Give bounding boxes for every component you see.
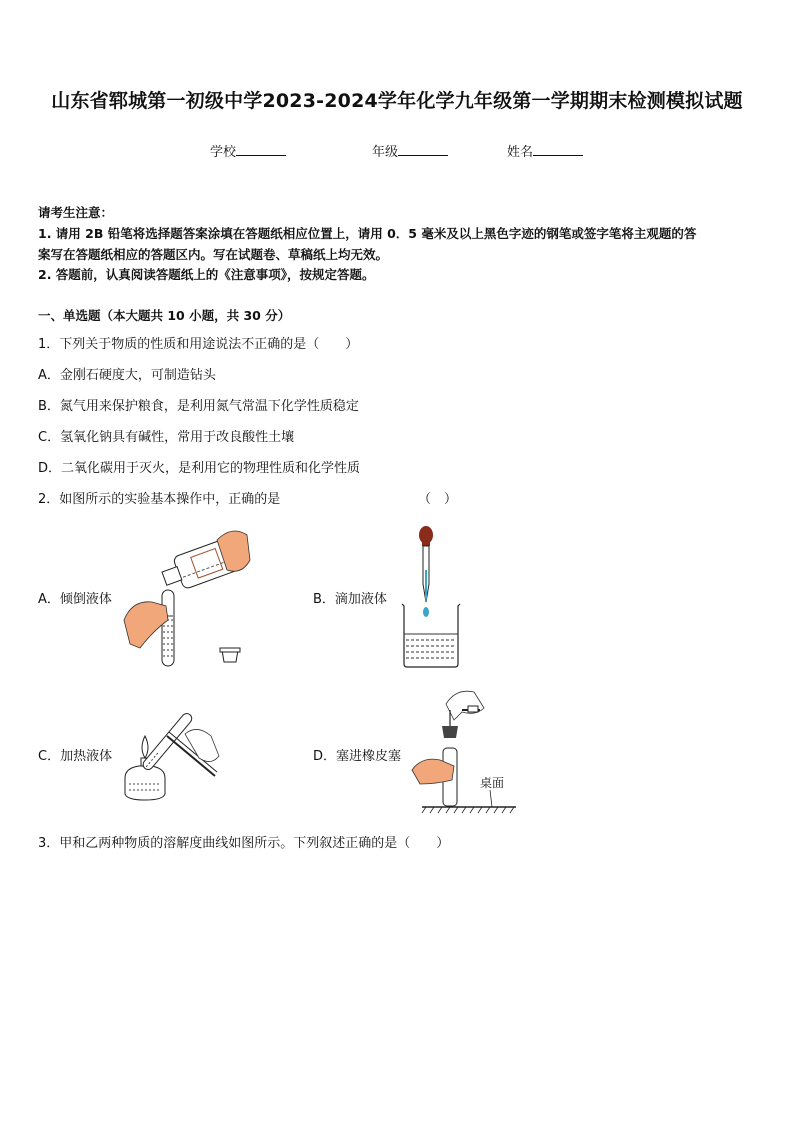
grade-blank[interactable] — [398, 143, 448, 156]
school-blank[interactable] — [236, 143, 286, 156]
section-heading: 一、单选题（本大题共 10 小题，共 30 分） — [38, 308, 291, 323]
page-title: 山东省郓城第一初级中学2023-2024学年化学九年级第一学期期末检测模拟试题 — [51, 90, 743, 112]
dropping-liquid-figure — [398, 524, 466, 670]
notice-heading: 请考生注意： — [38, 205, 114, 220]
q1-option-a[interactable]: A．金刚石硬度大，可制造钻头 — [38, 368, 216, 383]
school-label: 学校 — [210, 145, 237, 160]
desk-label: 桌面 — [480, 776, 505, 790]
q2-option-c[interactable]: C．加热液体 — [38, 749, 113, 764]
heating-liquid-figure — [115, 706, 230, 806]
pouring-liquid-figure — [122, 520, 252, 670]
name-field[interactable] — [507, 141, 583, 160]
school-field[interactable] — [210, 141, 286, 160]
inserting-stopper-figure — [410, 686, 520, 814]
q2-stem: 2．如图所示的实验基本操作中，正确的是 — [38, 492, 281, 507]
notice-item-2: 2. 答题前，认真阅读答题纸上的《注意事项》，按规定答题。 — [38, 267, 375, 282]
q3-stem: 3．甲和乙两种物质的溶解度曲线如图所示。下列叙述正确的是（ ） — [38, 836, 450, 851]
name-blank[interactable] — [533, 143, 583, 156]
q1-stem: 1．下列关于物质的性质和用途说法不正确的是（ ） — [38, 337, 359, 352]
q2-option-a[interactable]: A．倾倒液体 — [38, 592, 112, 607]
q1-option-d[interactable]: D．二氧化碳用于灭火，是利用它的物理性质和化学性质 — [38, 461, 361, 476]
grade-label: 年级 — [372, 145, 399, 160]
q1-option-b[interactable]: B．氮气用来保护粮食，是利用氮气常温下化学性质稳定 — [38, 399, 359, 414]
notice-item-1-line-1: 1. 请用 2B 铅笔将选择题答案涂填在答题纸相应位置上，请用 0．5 毫米及以上黑色字迹的钢笔或签字笔将主观题的答 — [38, 226, 697, 241]
name-label: 姓名 — [507, 145, 534, 160]
q1-option-c[interactable]: C．氢氧化钠具有碱性，常用于改良酸性土壤 — [38, 430, 295, 445]
q2-option-d[interactable]: D．塞进橡皮塞 — [313, 749, 402, 764]
notice-item-1-line-2: 案写在答题纸相应的答题区内。写在试题卷、草稿纸上均无效。 — [38, 247, 389, 262]
grade-field[interactable] — [372, 141, 448, 160]
q2-option-b[interactable]: B．滴加液体 — [313, 592, 387, 607]
q2-answer-paren: （ ） — [418, 492, 458, 507]
